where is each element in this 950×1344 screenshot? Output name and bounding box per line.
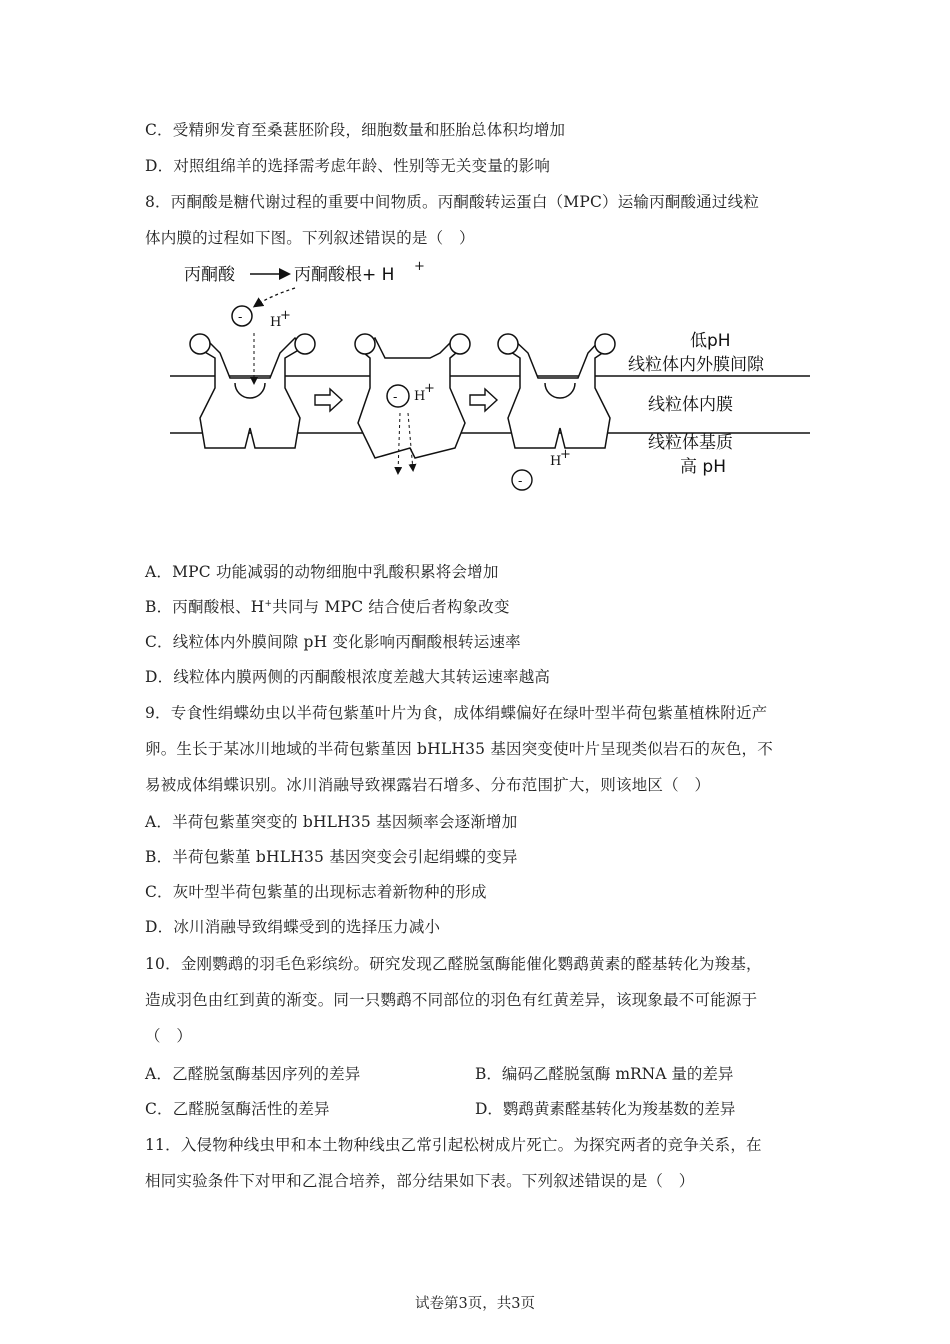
hplus-3-sup: + <box>560 447 571 462</box>
q10-option-b: B．编码乙醛脱氢酶 mRNA 量的差异 <box>475 1065 734 1083</box>
hplus-2-sup: + <box>424 381 435 396</box>
mpc-protein-state1 <box>190 306 315 448</box>
minus-ion-1: - <box>238 310 243 325</box>
state-arrow-1 <box>315 389 342 411</box>
hplus-1: H <box>270 315 282 330</box>
q9-stem-line1: 9．专食性绢蝶幼虫以半荷包紫堇叶片为食，成体绢蝶偏好在绿叶型半荷包紫堇植株附近产 <box>145 704 768 722</box>
q7-option-c: C．受精卵发育至桑葚胚阶段，细胞数量和胚胎总体积均增加 <box>145 121 566 139</box>
q9-stem-line2: 卵。生长于某冰川地域的半荷包紫堇因 bHLH35 基因突变使叶片呈现类似岩石的灰色，不 <box>145 740 773 758</box>
q8-option-a: A．MPC 功能减弱的动物细胞中乳酸积累将会增加 <box>145 563 499 581</box>
q9-option-a: A．半荷包紫堇突变的 bHLH35 基因频率会逐渐增加 <box>145 813 518 831</box>
figure-reaction-sup: + <box>414 259 425 274</box>
label-low-ph: 低pH <box>690 331 731 351</box>
page-footer: 试卷第3页，共3页 <box>415 1296 535 1312</box>
q9-stem-line3: 易被成体绢蝶识别。冰川消融导致裸露岩石增多、分布范围扩大，则该地区（ ） <box>145 776 711 794</box>
q11-stem-line1: 11．入侵物种线虫甲和本土物种线虫乙常引起松树成片死亡。为探究两者的竞争关系，在 <box>145 1136 762 1154</box>
q11-stem-line2: 相同实验条件下对甲和乙混合培养，部分结果如下表。下列叙述错误的是（ ） <box>145 1172 695 1190</box>
label-matrix: 线粒体基质 <box>648 433 733 453</box>
q8-option-c: C．线粒体内外膜间隙 pH 变化影响丙酮酸根转运速率 <box>145 633 521 651</box>
q10-option-c: C．乙醛脱氢酶活性的差异 <box>145 1100 330 1118</box>
dashed-flow-arrow <box>255 288 295 306</box>
state-arrow-2 <box>470 389 497 411</box>
label-ims: 线粒体内外膜间隙 <box>628 355 764 375</box>
q9-option-c: C．灰叶型半荷包紫堇的出现标志着新物种的形成 <box>145 883 487 901</box>
label-high-ph: 高 pH <box>680 457 726 477</box>
label-inner-membrane: 线粒体内膜 <box>648 395 733 415</box>
minus-ion-2: - <box>393 390 398 405</box>
q9-option-b: B．半荷包紫堇 bHLH35 基因突变会引起绢蝶的变异 <box>145 848 518 866</box>
q8-option-d: D．线粒体内膜两侧的丙酮酸根浓度差越大其转运速率越高 <box>145 668 551 686</box>
q8-stem-line2: 体内膜的过程如下图。下列叙述错误的是（ ） <box>145 229 475 247</box>
q8-option-b: B．丙酮酸根、H+共同与 MPC 结合使后者构象改变 <box>145 598 510 616</box>
q10-stem-line1: 10．金刚鹦鹉的羽毛色彩缤纷。研究发现乙醛脱氢酶能催化鹦鹉黄素的醛基转化为羧基， <box>145 955 762 973</box>
q7-option-d: D．对照组绵羊的选择需考虑年龄、性别等无关变量的影响 <box>145 157 551 175</box>
figure-reaction-right: 丙酮酸根+ H <box>294 265 395 285</box>
minus-ion-3: - <box>518 474 523 489</box>
q10-option-d: D．鹦鹉黄素醛基转化为羧基数的差异 <box>475 1100 736 1118</box>
mpc-protein-state3 <box>498 334 615 448</box>
q9-option-d: D．冰川消融导致绢蝶受到的选择压力减小 <box>145 918 441 936</box>
mpc-protein-state2 <box>355 334 470 458</box>
q8-stem-line1: 8．丙酮酸是糖代谢过程的重要中间物质。丙酮酸转运蛋白（MPC）运输丙酮酸通过线粒 <box>145 193 760 211</box>
mpc-transport-figure <box>170 258 810 503</box>
hplus-2: H <box>414 389 426 404</box>
q10-option-a: A．乙醛脱氢酶基因序列的差异 <box>145 1065 361 1083</box>
hplus-3: H <box>550 454 562 469</box>
q10-stem-line2: 造成羽色由红到黄的渐变。同一只鹦鹉不同部位的羽色有红黄差异，该现象最不可能源于 <box>145 991 758 1009</box>
hplus-1-sup: + <box>280 308 291 323</box>
figure-reaction-left: 丙酮酸 <box>184 265 235 285</box>
q10-stem-line3: （ ） <box>145 1027 193 1045</box>
